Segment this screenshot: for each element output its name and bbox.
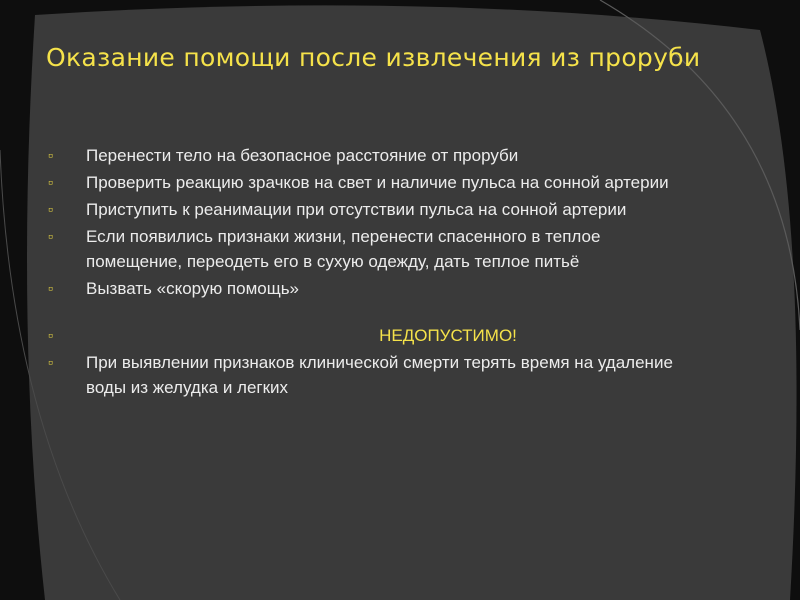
- list-item-text: Перенести тело на безопасное расстояние от проруби: [86, 146, 519, 165]
- bullet-marker-icon: ▫: [48, 201, 53, 217]
- list-item-text: Вызвать «скорую помощь»: [86, 279, 300, 298]
- bullet-list: [40, 143, 690, 400]
- list-item: [40, 224, 690, 274]
- list-item: [40, 276, 690, 301]
- list-item: [40, 143, 690, 168]
- bullet-marker-icon: ▫: [48, 280, 53, 296]
- bullet-marker-icon: ▫: [48, 354, 53, 370]
- warning-text: НЕДОПУСТИМО!: [379, 326, 517, 345]
- list-item-text: Если появились признаки жизни, перенести спасенного в теплое помещение, переодеть его в сухую одежду, дать теплое питьё: [86, 227, 601, 271]
- bullet-marker-icon: ▫: [48, 327, 53, 343]
- warning-item: [40, 323, 690, 348]
- bullet-marker-icon: ▫: [48, 174, 53, 190]
- list-item: [40, 197, 690, 222]
- list-item: [40, 170, 690, 195]
- bullet-marker-icon: ▫: [48, 147, 53, 163]
- list-item: [40, 350, 690, 400]
- bullet-marker-icon: ▫: [48, 228, 53, 244]
- list-item-text: Приступить к реанимации при отсутствии пульса на сонной артерии: [86, 200, 627, 219]
- slide-title: Оказание помощи после извлечения из проруби: [46, 43, 701, 72]
- note-text: При выявлении признаков клинической смерти терять время на удаление воды из желудка и легких: [86, 353, 673, 397]
- list-item-text: Проверить реакцию зрачков на свет и наличие пульса на сонной артерии: [86, 173, 669, 192]
